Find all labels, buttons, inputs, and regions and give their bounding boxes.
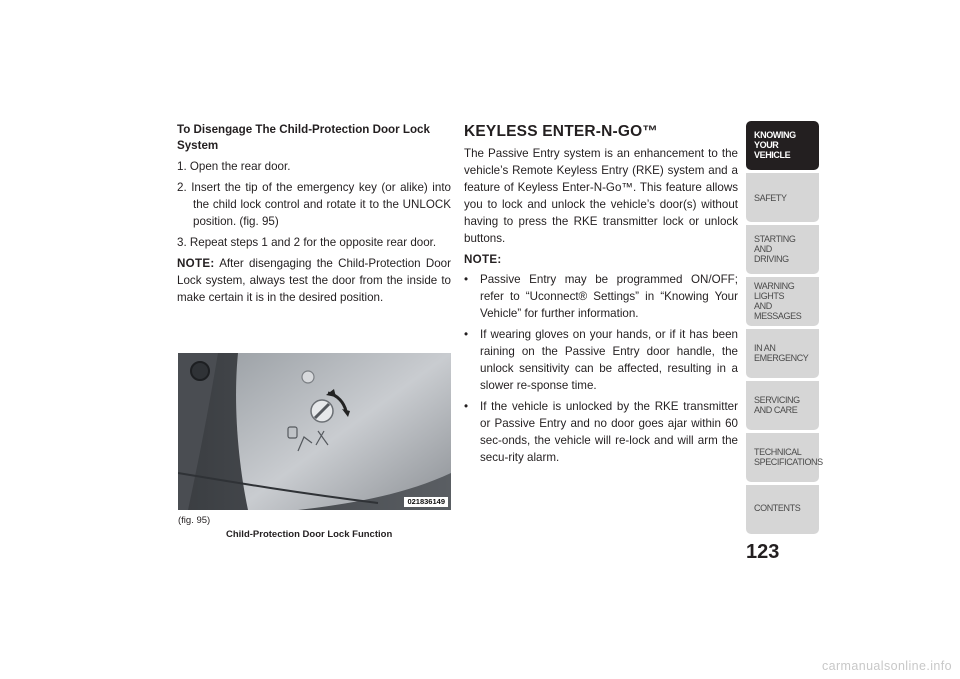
tab-contents[interactable] (746, 485, 819, 534)
tab-label-line: VEHICLE (754, 150, 791, 160)
tab-label-line: TECHNICAL (754, 447, 802, 457)
tab-label-line: AND (754, 301, 772, 311)
left-column (177, 122, 451, 306)
door-lock-figure (178, 353, 451, 510)
figure-caption: Child-Protection Door Lock Function (226, 529, 393, 540)
tab-label-line: SPECIFICATIONS (754, 457, 823, 467)
step-1: 1. Open the rear door. (177, 160, 291, 173)
note-title: NOTE: (464, 253, 502, 266)
tab-servicing-and-care[interactable] (746, 381, 819, 430)
tab-label-line: AND (754, 244, 772, 254)
tab-label-line: AND CARE (754, 405, 798, 415)
step-3: 3. Repeat steps 1 and 2 for the opposite rear door. (177, 236, 437, 249)
tab-label-line: SAFETY (754, 193, 787, 203)
section-subheading: To Disengage The Child-Protection Door Lock System (177, 123, 430, 152)
chapter-tabs (746, 121, 823, 537)
tab-label-line: CONTENTS (754, 503, 801, 513)
tab-label-line: WARNING (754, 281, 795, 291)
intro-paragraph: The Passive Entry system is an enhancement to the vehicle’s Remote Keyless Entry (RKE) system and a feature of Keyless Enter-N-Go™. This feature allows you to lock and unlock the vehicle’s door(s) without having to press the RKE transmitter lock or unlock buttons. (464, 147, 738, 245)
tab-label-line: SERVICING (754, 395, 800, 405)
figure-label: (fig. 95) (178, 515, 211, 526)
tab-knowing-your-vehicle[interactable] (746, 121, 819, 170)
door-lock-illustration (178, 353, 451, 510)
tab-label-line: STARTING (754, 234, 796, 244)
note-label: NOTE: (177, 257, 215, 270)
tab-in-an-emergency[interactable] (746, 329, 819, 378)
tab-label-line: KNOWING (754, 130, 796, 140)
step-2: 2. Insert the tip of the emergency key (or alike) into the child lock control and rotate it to the UNLOCK position. (fig. 95) (177, 181, 451, 228)
right-column (464, 122, 738, 470)
tab-label-line: IN AN (754, 343, 776, 353)
tab-label-line: LIGHTS (754, 291, 785, 301)
bullet-item: • Passive Entry may be programmed ON/OFF; refer to “Uconnect® Settings” in “Knowing Your Vehicle” for further information. (464, 271, 738, 322)
page-number: 123 (746, 541, 780, 563)
bullet-item: • If wearing gloves on your hands, or if it has been raining on the Passive Entry door handle, the unlock sensitivity can be affected, resulting in a slower re-sponse time. (464, 326, 738, 394)
tab-starting-and-driving[interactable] (746, 225, 819, 274)
tab-label-line: MESSAGES (754, 311, 802, 321)
tab-label-line: DRIVING (754, 254, 789, 264)
note-text: After disengaging the Child-Protection Door Lock system, always test the door from the inside to make certain it is in the desired position. (177, 257, 451, 304)
section-heading: KEYLESS ENTER-N-GO™ (464, 123, 659, 140)
tab-label-line: YOUR (754, 140, 779, 150)
note-paragraph (177, 255, 451, 306)
tab-label-line: EMERGENCY (754, 353, 809, 363)
tab-technical-specifications[interactable] (746, 433, 823, 482)
tab-warning-lights-and-messages[interactable] (746, 277, 819, 326)
tab-safety[interactable] (746, 173, 819, 222)
bullet-item: • If the vehicle is unlocked by the RKE transmitter or Passive Entry and no door goes ajar within 60 sec-onds, the vehicle will re-lock and will arm the secu-rity alarm. (464, 398, 738, 466)
figure-id: 021836149 (404, 497, 448, 507)
watermark: carmanualsonline.info (821, 659, 952, 673)
